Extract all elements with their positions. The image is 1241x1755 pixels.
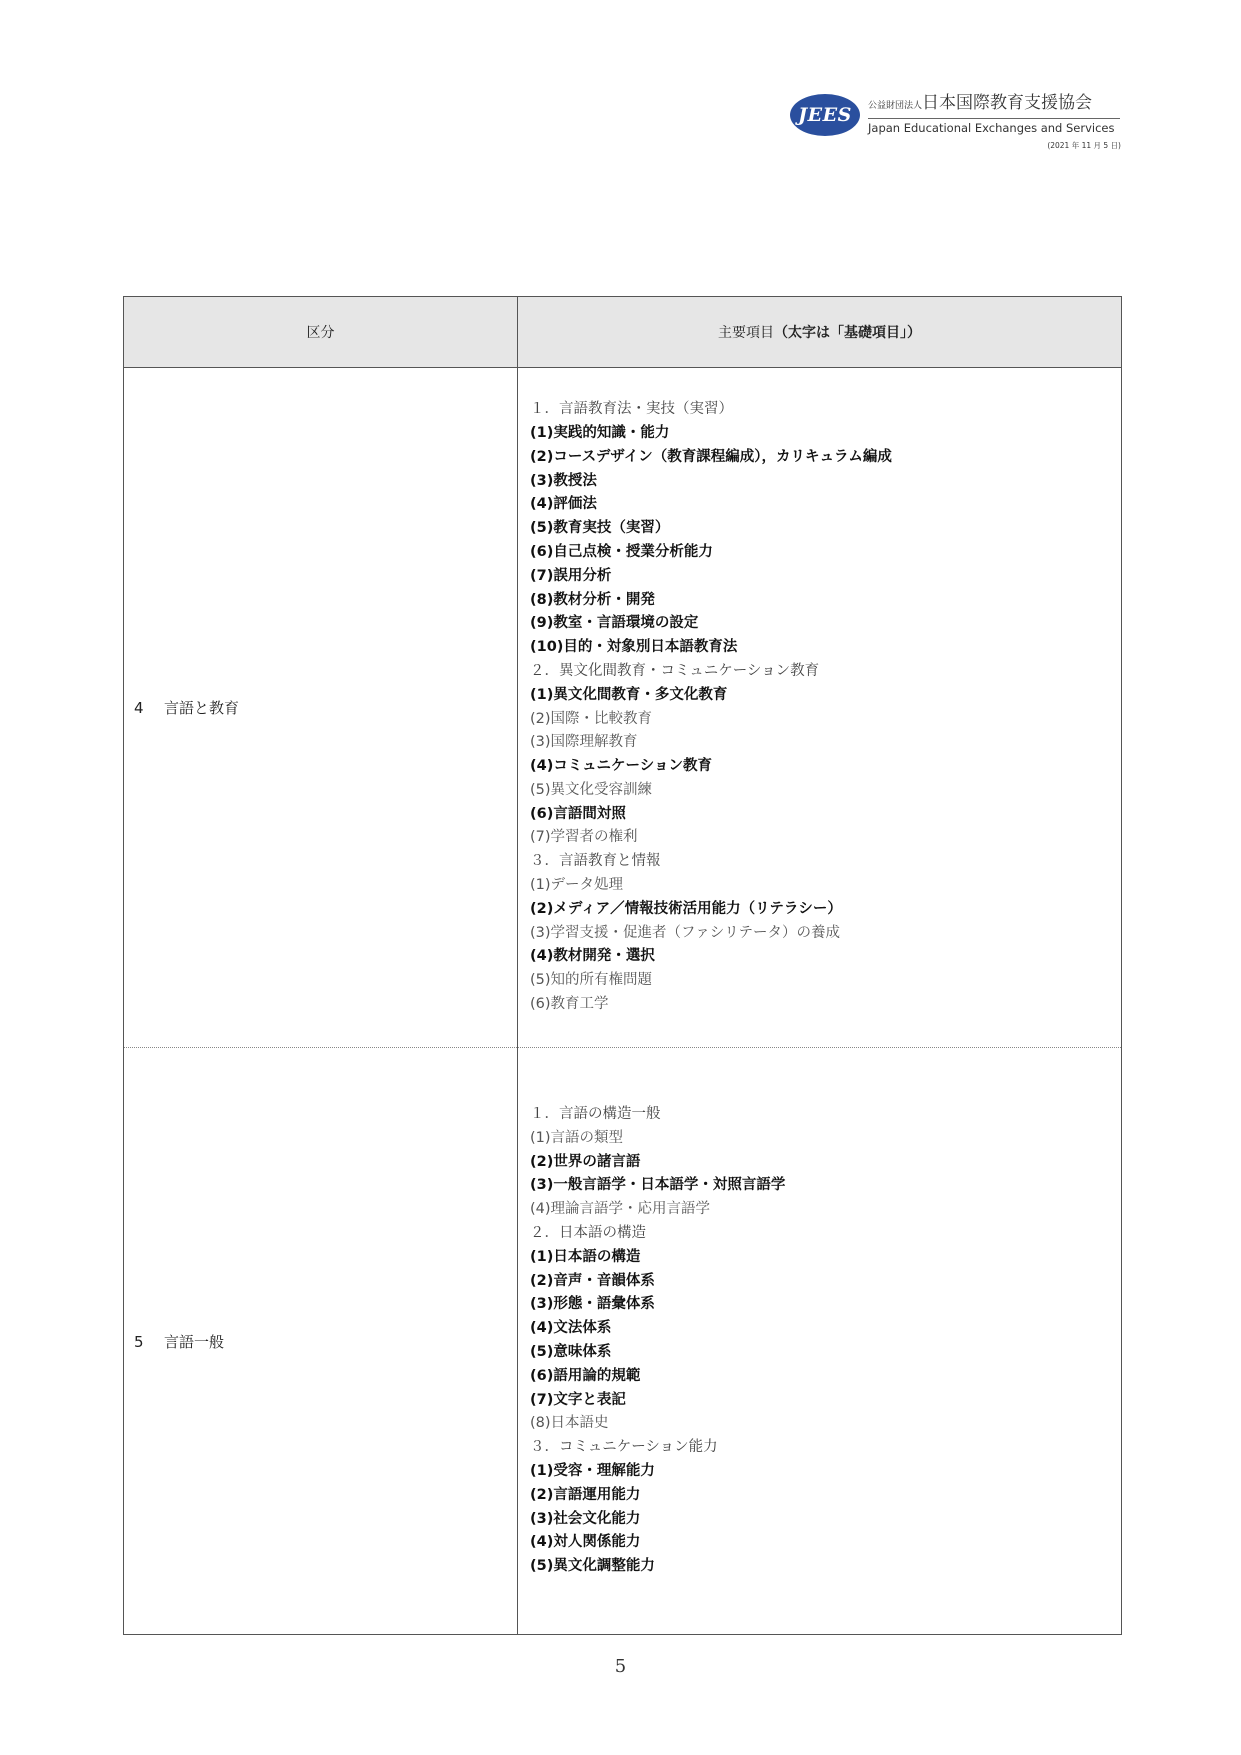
list-item: (10)目的・対象別日本語教育法 (530, 639, 738, 656)
items-cell (518, 368, 1122, 1048)
list-item: (4)文法体系 (530, 1320, 612, 1337)
list-item: (4)コミュニケーション教育 (530, 758, 712, 775)
list-item: (6)言語間対照 (530, 805, 626, 822)
list-item: (1)異文化間教育・多文化教育 (530, 686, 728, 703)
document-date: (2021 年 11 月 5 日) (1047, 141, 1121, 150)
list-item: (4)対人関係能力 (530, 1534, 641, 1551)
list-item: (1)日本語の構造 (530, 1248, 641, 1265)
org-name-en: Japan Educational Exchanges and Services (868, 121, 1115, 135)
list-item: (2)メディア／情報技術活用能力（リテラシー） (530, 900, 842, 917)
list-item: (3)一般言語学・日本語学・対照言語学 (530, 1177, 786, 1194)
list-item: (6)教育工学 (530, 996, 609, 1013)
syllabus-table (123, 296, 1122, 1635)
list-item: (2)コースデザイン（教育課程編成），カリキュラム編成 (530, 448, 892, 465)
list-item: (1)言語の類型 (530, 1129, 624, 1146)
col-header-items: 主要項目（太字は「基礎項目」） (518, 297, 1122, 368)
items-list (518, 398, 1121, 1017)
section-heading: １．言語教育法・実技（実習） (530, 401, 733, 418)
list-item: (4)教材開発・選択 (530, 948, 655, 965)
list-item: (4)評価法 (530, 496, 597, 513)
list-item: (3)教授法 (530, 472, 597, 489)
list-item: (5)知的所有権問題 (530, 972, 653, 989)
section-heading: ２．異文化間教育・コミュニケーション教育 (530, 662, 820, 679)
jees-logo-mark: JEES (790, 94, 860, 136)
logo-divider (868, 118, 1120, 119)
table-row (124, 368, 1122, 1048)
list-item: (2)言語運用能力 (530, 1486, 641, 1503)
list-item: (3)国際理解教育 (530, 734, 638, 751)
list-item: (3)学習支援・促進者（ファシリテータ）の養成 (530, 924, 840, 941)
list-item: (6)語用論的規範 (530, 1367, 641, 1384)
category-cell: 5 言語一般 (124, 1048, 518, 1635)
list-item: (1)実践的知識・能力 (530, 424, 670, 441)
section-heading: ３．コミュニケーション能力 (530, 1439, 718, 1456)
list-item: (2)音声・音韻体系 (530, 1272, 655, 1289)
list-item: (5)意味体系 (530, 1344, 612, 1360)
list-item: (1)データ処理 (530, 877, 624, 894)
list-item: (8)日本語史 (530, 1415, 609, 1432)
list-item: (4)理論言語学・応用言語学 (530, 1201, 711, 1218)
list-item: (7)学習者の権利 (530, 829, 638, 846)
list-item: (2)国際・比較教育 (530, 710, 653, 727)
section-heading: ２．日本語の構造 (530, 1225, 646, 1242)
col-header-category: 区分 (124, 297, 518, 368)
table-header-row (124, 297, 1122, 368)
list-item: (7)誤用分析 (530, 567, 612, 584)
list-item: (9)教室・言語環境の設定 (530, 615, 699, 632)
items-cell (518, 1048, 1122, 1635)
list-item: (3)社会文化能力 (530, 1510, 641, 1527)
list-item: (1)受容・理解能力 (530, 1462, 655, 1479)
list-item: (3)形態・語彙体系 (530, 1296, 655, 1313)
list-item: (5)異文化受容訓練 (530, 781, 653, 798)
list-item: (5)異文化調整能力 (530, 1558, 655, 1575)
category-cell: 4 言語と教育 (124, 368, 518, 1048)
list-item: (2)世界の諸言語 (530, 1153, 641, 1170)
section-heading: ３．言語教育と情報 (530, 853, 661, 870)
items-list (518, 1103, 1121, 1579)
page-number: 5 (614, 1656, 627, 1677)
list-item: (6)自己点検・授業分析能力 (530, 543, 713, 560)
list-item: (7)文字と表記 (530, 1391, 626, 1408)
table-row (124, 1048, 1122, 1635)
list-item: (5)教育実技（実習） (530, 520, 670, 537)
org-name-jp: 公益財団法人日本国際教育支援協会 (868, 93, 1093, 113)
list-item: (8)教材分析・開発 (530, 591, 655, 608)
section-heading: １．言語の構造一般 (530, 1106, 661, 1123)
